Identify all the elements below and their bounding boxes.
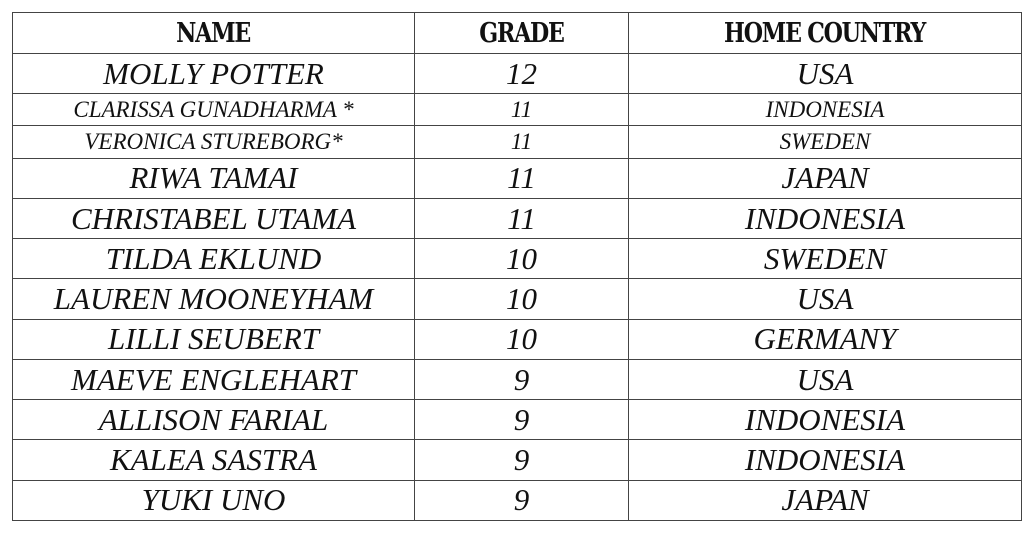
grade-cell: 9 — [415, 359, 629, 399]
header-home-country-label: HOME COUNTRY — [724, 17, 926, 49]
table-row — [13, 319, 1022, 359]
home-country-cell: JAPAN — [629, 158, 1022, 198]
grade-cell: 11 — [415, 94, 629, 126]
name-cell: TILDA EKLUND — [13, 239, 415, 279]
roster-sheet — [12, 12, 1021, 521]
home-country-cell: INDONESIA — [629, 400, 1022, 440]
home-country-cell: JAPAN — [629, 480, 1022, 520]
name-cell: ALLISON FARIAL — [13, 400, 415, 440]
grade-cell: 11 — [415, 158, 629, 198]
name-cell: RIWA TAMAI — [13, 158, 415, 198]
table-row — [13, 359, 1022, 399]
table-row — [13, 158, 1022, 198]
table-row — [13, 94, 1022, 126]
home-country-cell: INDONESIA — [629, 198, 1022, 238]
name-cell: YUKI UNO — [13, 480, 415, 520]
grade-cell: 10 — [415, 319, 629, 359]
home-country-cell: GERMANY — [629, 319, 1022, 359]
header-name — [13, 13, 415, 54]
grade-cell: 9 — [415, 440, 629, 480]
table-row — [13, 480, 1022, 520]
name-cell: LAUREN MOONEYHAM — [13, 279, 415, 319]
grade-cell: 11 — [415, 198, 629, 238]
home-country-cell: SWEDEN — [629, 126, 1022, 158]
name-cell: MAEVE ENGLEHART — [13, 359, 415, 399]
home-country-cell: SWEDEN — [629, 239, 1022, 279]
name-cell: MOLLY POTTER — [13, 54, 415, 94]
name-cell: LILLI SEUBERT — [13, 319, 415, 359]
table-body — [13, 54, 1022, 521]
table-row — [13, 239, 1022, 279]
home-country-cell: USA — [629, 359, 1022, 399]
home-country-cell: INDONESIA — [629, 440, 1022, 480]
table-row — [13, 198, 1022, 238]
table-header — [13, 13, 1022, 54]
header-grade — [415, 13, 629, 54]
table-row — [13, 440, 1022, 480]
home-country-cell: USA — [629, 54, 1022, 94]
table-row — [13, 54, 1022, 94]
table-row — [13, 400, 1022, 440]
grade-cell: 9 — [415, 400, 629, 440]
name-cell: VERONICA STUREBORG* — [13, 126, 415, 158]
home-country-cell: USA — [629, 279, 1022, 319]
grade-cell: 10 — [415, 239, 629, 279]
grade-cell: 11 — [415, 126, 629, 158]
home-country-cell: INDONESIA — [629, 94, 1022, 126]
student-roster-table — [12, 12, 1022, 521]
grade-cell: 10 — [415, 279, 629, 319]
name-cell: KALEA SASTRA — [13, 440, 415, 480]
name-cell: CHRISTABEL UTAMA — [13, 198, 415, 238]
header-home-country — [629, 13, 1022, 54]
header-grade-label: GRADE — [479, 17, 564, 49]
table-row — [13, 279, 1022, 319]
header-row — [13, 13, 1022, 54]
header-name-label: NAME — [176, 17, 251, 49]
table-row — [13, 126, 1022, 158]
grade-cell: 9 — [415, 480, 629, 520]
name-cell: CLARISSA GUNADHARMA * — [13, 94, 415, 126]
grade-cell: 12 — [415, 54, 629, 94]
